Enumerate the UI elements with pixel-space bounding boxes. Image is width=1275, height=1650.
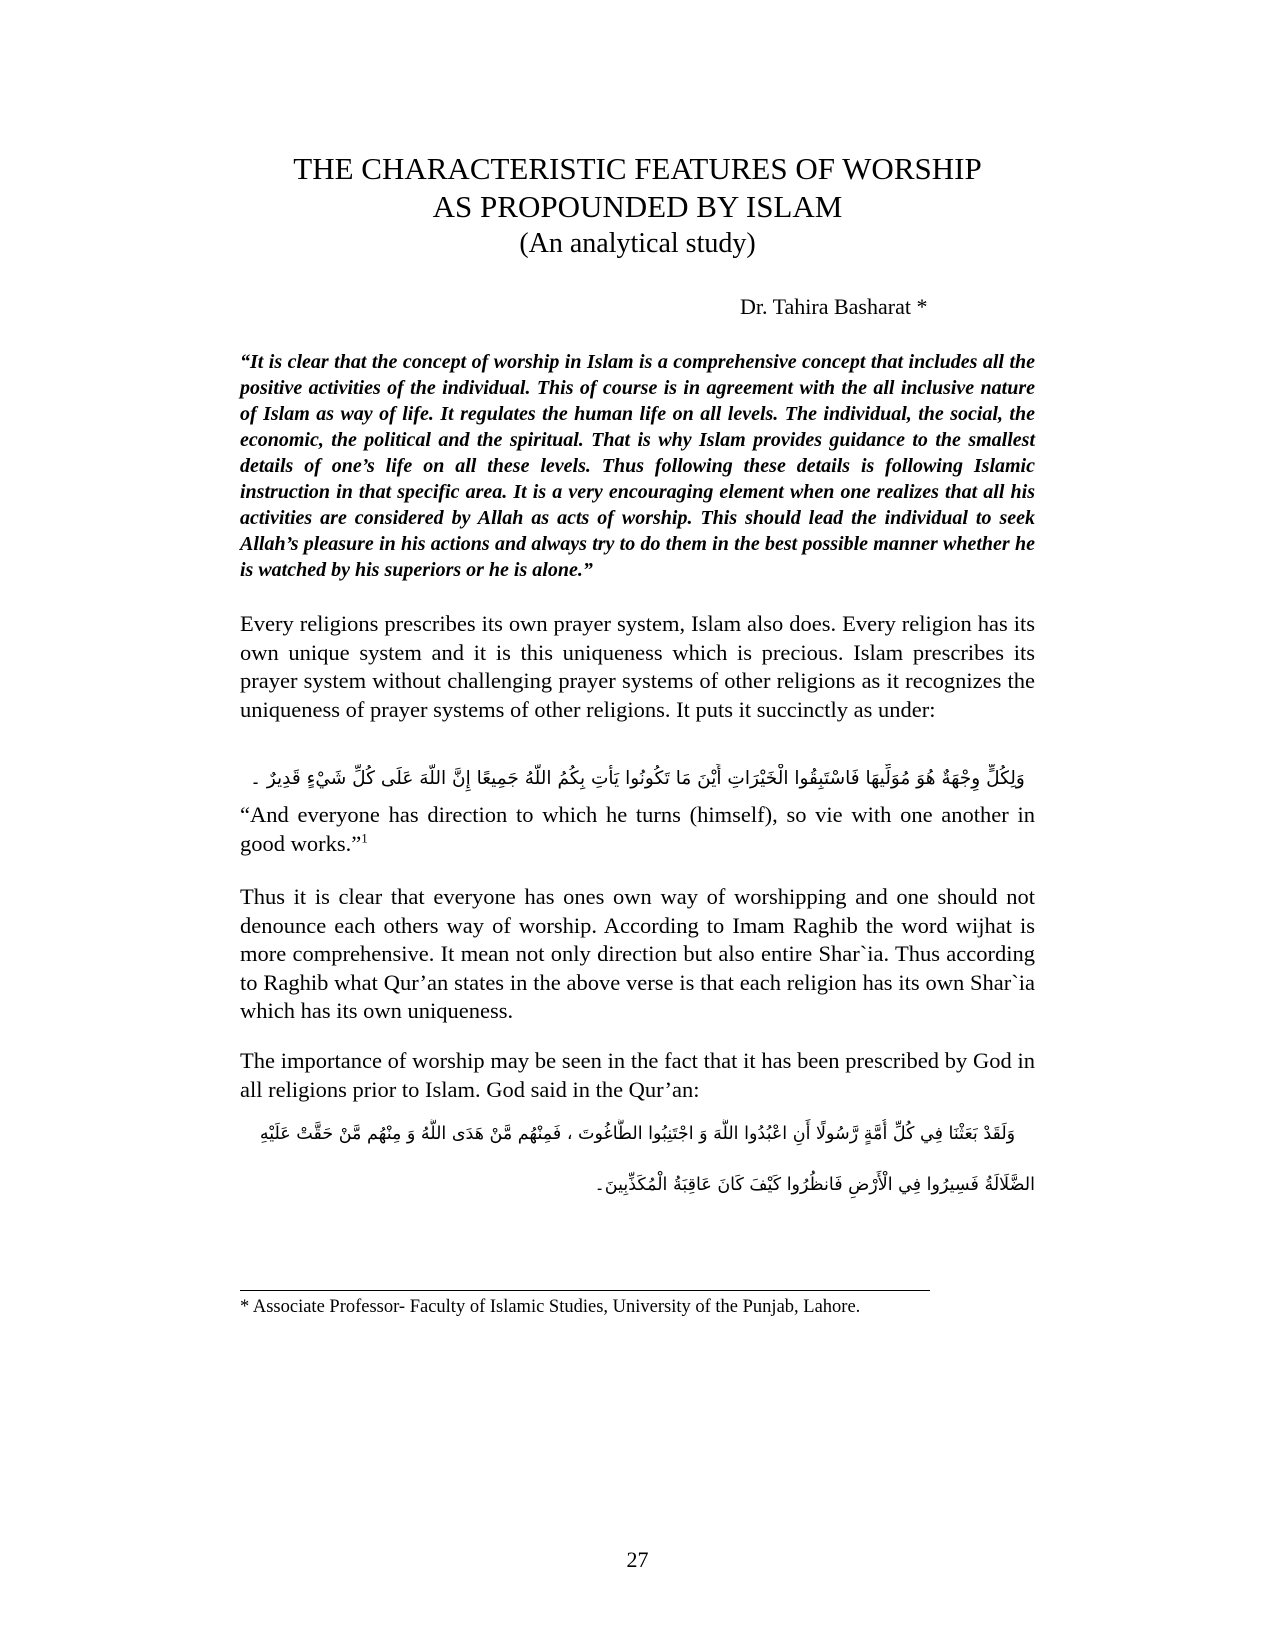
quote-translation-1 xyxy=(240,801,1035,858)
article-subtitle: (An analytical study) xyxy=(519,228,756,259)
title-line-2: AS PROPOUNDED BY ISLAM xyxy=(432,189,843,224)
arabic-verse-2-line-2: الضَّلَالَةُ فَسِيرُوا فِي الْأَرْضِ فَانظُرُوا كَيْفَ كَانَ عَاقِبَةُ الْمُكَذِّبِينَ۔ xyxy=(594,1175,1035,1195)
arabic-verse-2-line-1: وَلَقَدْ بَعَثْنَا فِي كُلِّ أُمَّةٍ رَّسُولًا أَنِ اعْبُدُوا اللَّهَ وَ اجْتَنِبُوا الطَّاغُوتَ ، فَمِنْهُم مَّنْ هَدَى اللَّهُ وَ مِنْهُم مَّنْ حَقَّتْ عَلَيْهِ xyxy=(259,1124,1016,1144)
arabic-verse-1: وَلِكُلٍّ وِجْهَةٌ هُوَ مُوَلِّيهَا فَاسْتَبِقُوا الْخَيْرَاتِ أَيْنَ مَا تَكُونُوا يَأْتِ بِكُمُ اللَّهُ جَمِيعًا إِنَّ اللَّهَ عَلَى كُلِّ شَيْءٍ قَدِيرٌ ۔ xyxy=(250,768,1025,789)
quote-text: “And everyone has direction to which he turns (himself), so vie with one another in good works.” xyxy=(240,802,1035,856)
body-paragraph-1: Every religions prescribes its own prayer system, Islam also does. Every religion has its own unique system and it is this uniqueness which is precious. Islam prescribes its prayer system without challenging prayer systems of other religions as it recognizes the uniqueness of prayer systems of other religions. It puts it succinctly as under: xyxy=(240,611,1035,722)
title-line-1: THE CHARACTERISTIC FEATURES OF WORSHIP xyxy=(293,151,982,186)
body-paragraph-2: Thus it is clear that everyone has ones own way of worshipping and one should not denounce each others way of worship. According to Imam Raghib the word wijhat is more comprehensive. It mean not only direction but also entire Shar`ia. Thus according to Raghib what Qur’an states in the above verse is that each religion has its own Shar`ia which has its own uniqueness. xyxy=(240,884,1035,1023)
body-paragraph-3: The importance of worship may be seen in the fact that it has been prescribed by God in all religions prior to Islam. God said in the Qur’an: xyxy=(240,1048,1035,1102)
article-title xyxy=(150,150,1125,262)
footnote: * Associate Professor- Faculty of Islamic Studies, University of the Punjab, Lahore. xyxy=(240,1297,861,1317)
author-name: Dr. Tahira Basharat * xyxy=(740,294,928,319)
abstract: “It is clear that the concept of worship in Islam is a comprehensive concept that includes all the positive activities of the individual. This of course is in agreement with the all inclusive nature of Islam as way of life. It regulates the human life on all levels. The individual, the social, the economic, the political and the spiritual. That is why Islam provides guidance to the smallest details of one’s life on all these levels. Thus following these details is following Islamic instruction in that specific area. It is a very encouraging element when one realizes that all his activities are considered by Allah as acts of worship. This should lead the individual to seek Allah’s pleasure in his actions and always try to do them in the best possible manner whether he is watched by his superiors or he is alone.” xyxy=(240,351,1035,581)
footnote-divider xyxy=(240,1290,930,1291)
page-number: 27 xyxy=(626,1547,649,1572)
footnote-reference: 1 xyxy=(361,830,368,845)
